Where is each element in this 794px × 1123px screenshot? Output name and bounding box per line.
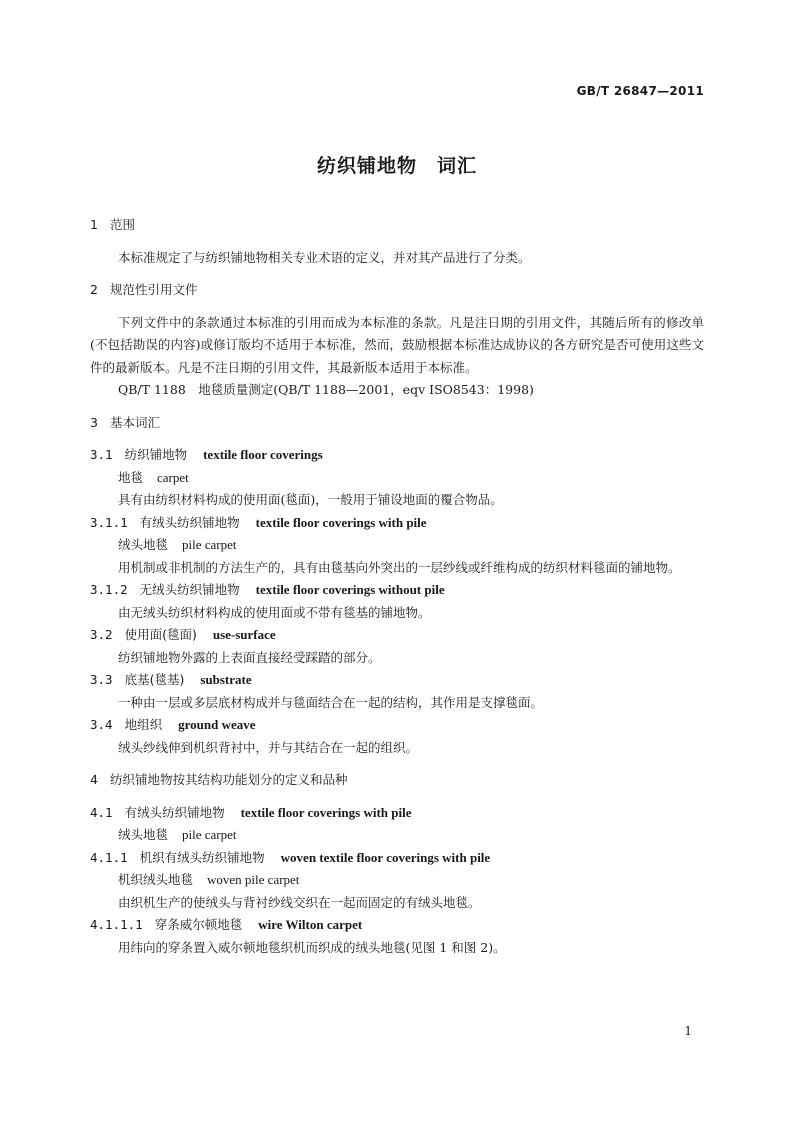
term-definition: 一种由一层或多层底材构成并与毯面结合在一起的结构，其作用是支撑毯面。 — [118, 694, 544, 710]
page-number: 1 — [684, 1024, 692, 1038]
section-title: 规范性引用文件 — [110, 282, 198, 297]
term-3-4 — [90, 714, 704, 737]
term-chinese: 底基(毯基) — [124, 672, 185, 687]
section-4-heading — [90, 769, 704, 792]
term-number: 3.1 — [90, 447, 113, 462]
term-definition: 具有由纺织材料构成的使用面(毯面)，一般用于铺设地面的覆合物品。 — [118, 492, 503, 507]
section-number: 4 — [90, 772, 98, 787]
term-chinese: 无绒头纺织铺地物 — [139, 582, 240, 597]
term-number: 4.1 — [90, 804, 113, 820]
section-title: 基本词汇 — [110, 414, 161, 430]
section-title: 纺织铺地物按其结构功能划分的定义和品种 — [110, 772, 348, 787]
term-synonym: 绒头地毯 pile carpet — [118, 537, 237, 552]
section-number: 3 — [90, 414, 98, 430]
term-synonym: 机织绒头地毯 woven pile carpet — [118, 872, 300, 887]
term-definition: 由无绒头纺织材料构成的使用面或不带有毯基的铺地物。 — [118, 604, 431, 620]
term-3-1-1 — [90, 512, 704, 535]
term-number: 3.3 — [90, 672, 113, 687]
term-number: 4.1.1.1 — [90, 917, 143, 932]
term-definition: 由织机生产的使绒头与背衬纱线交织在一起而固定的有绒头地毯。 — [118, 894, 481, 910]
term-chinese: 地组织 — [124, 717, 163, 732]
term-synonym: 绒头地毯 pile carpet — [118, 827, 237, 842]
term-chinese: 纺织铺地物 — [124, 447, 188, 462]
document-title: 纺织铺地物 词汇 — [316, 155, 477, 177]
term-english: ground weave — [178, 717, 256, 732]
term-number: 3.4 — [90, 717, 113, 732]
reference-item: QB/T 1188 地毯质量测定(QB/T 1188—2001，eqv ISO8543：1998) — [118, 382, 534, 397]
term-4-1-1-1 — [90, 914, 704, 937]
term-english: woven textile floor coverings with pile — [280, 849, 491, 865]
term-english: substrate — [200, 672, 252, 687]
term-chinese: 机织有绒头纺织铺地物 — [139, 849, 265, 865]
term-number: 3.1.2 — [90, 582, 128, 597]
term-3-2 — [90, 624, 704, 647]
term-3-1-2 — [90, 579, 704, 602]
section-title: 范围 — [110, 217, 136, 232]
term-definition: 用纬向的穿条置入威尔顿地毯织机而织成的绒头地毯(见图 1 和图 2)。 — [118, 939, 506, 955]
term-synonym: 地毯 carpet — [118, 469, 189, 485]
section-number: 2 — [90, 282, 98, 297]
term-number: 3.2 — [90, 627, 113, 642]
term-english: wire Wilton carpet — [258, 917, 363, 932]
term-4-1-1 — [90, 847, 704, 870]
section-3-heading — [90, 412, 704, 435]
term-english: textile floor coverings with pile — [255, 514, 427, 530]
term-number: 3.1.1 — [90, 514, 128, 530]
term-definition: 纺织铺地物外露的上表面直接经受踩踏的部分。 — [118, 649, 381, 665]
term-3-1 — [90, 444, 704, 467]
term-definition: 绒头纱线伸到机织背衬中，并与其结合在一起的组织。 — [118, 739, 419, 755]
normative-references-paragraph: 下列文件中的条款通过本标准的引用而成为本标准的条款。凡是注日期的引用文件，其随后所有的修改单(不包括勘误的内容)或修订版均不适用于本标准，然而，鼓励根据本标准达成协议的各方研究是否可使用这些文件的最新版本。凡是不注日期的引用文件，其最新版本适用于本标准。 — [90, 314, 704, 375]
term-english: textile floor coverings without pile — [255, 582, 445, 597]
section-number: 1 — [90, 217, 98, 232]
section-2-heading — [90, 279, 704, 302]
standard-code: GB/T 26847—2011 — [576, 84, 704, 98]
term-english: use-surface — [212, 627, 276, 642]
document-body — [90, 214, 704, 959]
term-chinese: 有绒头纺织铺地物 — [139, 514, 240, 530]
term-chinese: 有绒头纺织铺地物 — [124, 804, 225, 820]
scope-paragraph: 本标准规定了与纺织铺地物相关专业术语的定义，并对其产品进行了分类。 — [118, 249, 531, 265]
term-english: textile floor coverings with pile — [240, 804, 412, 820]
term-chinese: 穿条威尔顿地毯 — [154, 917, 243, 932]
section-1-heading — [90, 214, 704, 237]
term-number: 4.1.1 — [90, 849, 128, 865]
term-4-1 — [90, 802, 704, 825]
term-3-3 — [90, 669, 704, 692]
term-definition: 用机制或非机制的方法生产的，具有由毯基向外突出的一层纱线或纤维构成的纺织材料毯面的铺地物。 — [118, 559, 681, 575]
term-chinese: 使用面(毯面) — [124, 627, 197, 642]
term-english: textile floor coverings — [203, 447, 323, 462]
